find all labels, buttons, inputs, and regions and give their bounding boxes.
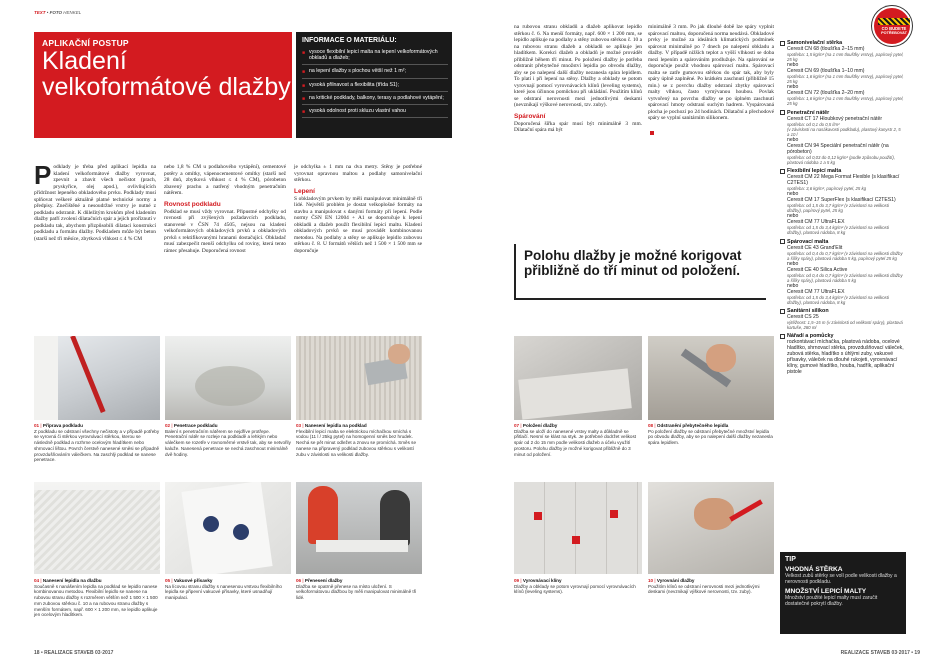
sidebar-line: spotřeba: od 1,5 do 3,4 kg/m² (v závislosti na velikosti dlažby), plastová nádoba, 8 kg [787,294,889,305]
step-number: 05 [165,578,171,583]
body-paragraph: nebo 1,8 % CM u podlahového vytápění), cementové potěry a omítky, vápenocementové omítky (starší než 28 dnů, zbytková vlhkost ≤ 4 % CM), pórobeton zbavený prachu a natřený vhodným penetračním nátěrem. [164,164,286,196]
body-paragraph: Doporučená šířka spár musí být minimálně 3 mm. Dilatační spára má být [514,120,642,133]
photo-step-01 [34,336,160,420]
sidebar-group-title: Sanitární silikon [787,308,829,315]
info-item [302,108,448,118]
step-caption [514,578,642,595]
step-separator: | [301,423,305,428]
sidebar-line: spotřeba: 3,6 kg/m², papírový pytel, 25 kg [787,186,867,192]
step-title: Vakuové přísavky [173,578,213,583]
tile-panel [181,482,272,574]
tip-box [780,552,906,634]
hand [388,344,410,364]
step-number: 09 [514,578,520,583]
company-label: HENKEL [63,10,82,15]
photo-step-05 [165,482,291,574]
body-paragraph: minimálně 3 mm. Po jak dlouhé době lze spáry vyplnit spárovací maltou, doporučená norma neudává. Obkladové prvky je možné za ideálních klimatických podmínek spárovat minimálně po 7 dnech po nalepení obkladu a dlažby. V případě nižších teplot a vyšší vlhkosti se doba mezi lepením a spárováním prodlužuje. Na spárování se doporučuje použít vhodnou spárovací maltu. Spárovací malta se zatře gumovou stěrkou do spár tak, aby byly spáry úplně zaplněné. Po krátkém zaschnutí (přibližně 15 min.) se z povrchu dlažby odstraní zbytky spárovací malty vlhkou, často vymývanou houbou. Povlak vytvořený na povrchu dlažby se po úplném zaschnutí spárovací hmoty odstraní suchým hadrem. Vyspárovaná plocha je pochozí po 24 hodinách. Dilatační a přechodové spáry se vyplní sanitárním silikonem. [648,24,774,121]
info-item-text: vysoce flexibilní lepicí malta na lepení velkoformátových obkladů a dlažeb; [309,49,438,62]
sidebar-line: spotřeba: od 0,4 do 0,7 kg/m² (v závislosti na velikosti dlažby a šířky spáry), plastová nádoba 5 kg [787,272,903,283]
step-text: Současně s nanášením lepidla na podklad se lepidlo nanese kombinovanou metodou. Flexibilní lepidlo se nanese na rubovou stranu dlažby s rozměrem větším než 1 500 × 1 500 mm zubovou stěrkou č. 10 a na rubovou stranu dlažby s menším formátem, např. 600 × 1 200 mm, se lepidlo aplikuje jen ocelovým hladítkem. [34,583,158,618]
badge-line1: CO BUDETE [881,26,907,31]
dropcap: P [34,160,52,190]
sidebar-group-title: Spárovací malta [787,238,829,245]
worker [380,490,410,546]
step-number: 02 [165,423,171,428]
body-col-2 [164,164,286,320]
step-caption [514,423,642,457]
step-text: Po položení dlažby se odstraní přebytečné množství lepidla po obvodu dlažby, aby se po nalepení další dlažby nezanesla spára lepidlem. [648,428,773,446]
page-footer-right: REALIZACE STAVEB 03·2017 • 19 [840,650,920,656]
sidebar-line: Ceresit CS 25 [787,314,819,321]
subheading-sparovani: Spárování [514,112,546,120]
sidebar-line: výtěžnost: 1,5–15 m (v závislosti od velikosti spáry), plastová kartuše, 280 ml [787,320,903,331]
info-item-text: na kritické podklady, balkony, terasy a podlahové vytápění; [309,94,444,101]
step-separator: | [301,578,305,583]
end-mark [650,131,654,135]
step-separator: | [653,578,657,583]
photo-step-08 [648,336,774,420]
body-paragraph: S obkladovým prvkem by měli manipulovat minimálně tři lidé. Největší problém je dostat velkoplošné formáty na stavbu a manipulovat s danými formáty při lepení. Podle normy ČSN EN 12004 + A1 se doporučuje k lepení obkladů a dlažeb použít flexibilní lepicí maltu. Kladení obkladových prvků se musí provádět kombinovanou metodou. Na podlahy a stěny se aplikuje lepidlo zubovou stěrkou č. 8. U formátů větších než 1 500 × 1 500 mm se doporučuje [294,195,422,254]
step-caption [165,578,291,601]
sidebar-group-title: Samonivelační stěrka [787,40,843,46]
info-list [302,49,448,121]
step-separator: | [519,578,523,583]
photo-step-10 [648,482,774,574]
checkbox-icon [780,239,785,244]
sidebar-line: nebo [787,213,799,220]
step-caption [34,423,160,463]
sidebar-line: Ceresit CM 17 SuperFlex (s klasifikací C2TES1) [787,197,896,204]
sidebar-group [780,168,904,235]
sidebar-line: Ceresit CT 17 Hloubkový penetrační nátěr [787,115,883,122]
body-col-1 [34,160,156,320]
step-caption [296,423,422,457]
body-col-r2 [648,24,774,260]
info-box [296,32,452,138]
hand [706,344,736,372]
sidebar-group [780,110,904,165]
sidebar-group-title: Flexibilní lepicí malta [787,168,842,175]
step-title: Nanesení lepidla na podklad [304,423,367,428]
step-caption [648,423,774,446]
sidebar-group-title: Penetrační nátěr [787,109,830,116]
wall-corner [34,336,58,420]
info-item [302,68,448,78]
step-caption [296,578,422,601]
badge-line2: POTŘEBOVAT [881,31,907,35]
sidebar-line: spotřeba: od 0,4 do 0,7 kg/m² (v závislosti na velikosti dlažby a šířky spáry), plastová nádoba 5 kg, papírový pytel 25 kg [787,250,903,261]
foto-label: FOTO [49,10,63,15]
step-separator: | [39,578,43,583]
subheading-rovnost: Rovnost podkladu [164,200,221,208]
body-paragraph: je odchylka ± 1 mm na dva metry. Stěny je potřebné vyrovnat opravnou maltou a podlahy samonivelační stěrkou. [294,164,422,183]
step-separator: | [170,578,174,583]
step-text: Balení s penetračním nátěrem se nejdříve protřepe. Penetrační nátěr se rozleje na podkladě a lehkým nebo válečkem se rozetře v rovnoměrné vrstvě tak, aby se netvořily kaluže. Nanesená penetrace se nechá zaschnout minimálně dvě hodiny. [165,428,291,457]
step-caption [648,578,774,595]
step-separator: | [519,423,523,428]
sidebar-line: spotřeba: 1,6 kg/m² (na 1 mm tloušťky vrstvy), papírový pytel, 25 kg [787,74,904,85]
tile-carried [316,540,408,552]
hand [694,498,734,530]
checkbox-icon [780,41,785,46]
right-page [470,0,940,664]
wedge-clip [610,510,618,518]
tip2-text: Množství použité lepicí malty musí zaručit dostatečné pokrytí dlažby. [785,595,878,607]
roller-handle [70,336,105,413]
sidebar-line: Ceresit CE 40 Silica Active [787,266,848,273]
sidebar-line: rozkontávací míchačka, plastová nádoba, ocelové hladítko, shrnovací stěrka, provzdušňovací váleček, zubová stěrka, hladítko s úhlými zuby, vakuové přísavky, váleček na dlouhé rukojeti, vyrovnávací klíny, gumové hladítko, houba, hadřík, aplikační pistole [787,339,904,376]
tile-surface [34,490,160,570]
checkbox-icon [780,110,785,115]
pliers [729,499,763,521]
sidebar-line: spotřeba: od 1,5 do 3,4 kg/m² (v závislosti na velikosti dlažby), plastová nádoba, 8 kg [787,225,889,236]
sidebar-line: Ceresit CM 77 UltraFLEX [787,219,845,226]
photo-step-02 [165,336,291,420]
tip1-text: Velkost zubů stěrky se volí podle velikosti dlažby a nerovnosti podkladu. [785,573,897,585]
sidebar-group [780,40,904,107]
step-number: 07 [514,423,520,428]
pull-quote [514,244,766,300]
sidebar-line: spotřeba: od 1,5 do 3,7 kg/m² (v závislosti na velikosti dlažby), papírový pytel, 25 kg [787,203,889,214]
header-credit: TEXT • FOTO HENKEL [34,10,82,15]
info-item [302,82,448,92]
step-text: Dlažba se uloží do nanesené vrstvy malty a důkladně se přitlačí. Nesmí se klást na styk. Je potřebné dodržet velikost spár od 2 do 15 mm podle velikosti dlažeb a účelu využití prostoru. Polohu dlažby je možné korigovat přibližně do 3 minut od položení. [514,428,637,457]
body-paragraph: na rubovou stranu obkladů a dlažeb aplikovat lepidlo stěrkou č. 6. Na menší formáty, např. 600 × 1 200 mm, se lepidlo aplikuje na podlahy a stěny zubovou stěrkou č. 10 a na rubovou stranu dlažeb a obkladů se aplikuje jen hladítkem. Korekci dlažeb a obkladů je možné provádět přibližně během tří minut. Po položení dlažby je potřeba odstranit přebytečné množství lepidla po obvodu dlažby, aby se po nalepení další dlažby nezanesla spára lepidlem. To platí i při lepení na stěny. Dlažby a obklady se potom vyrovnají pomocí vyrovnávacích klínů (leveling systems), které jsou účinnou pomůckou při ukládání. Použitím klínů se odstraní nerovnosti mezi jednotlivými deskami (nevznikají výškové nerovnosti, tzv. zuby). [514,24,642,108]
sidebar-line: nebo [787,282,799,289]
quote-text: Polohu dlažby je možné korigovat přibližně do tří minut od položení. [524,248,742,278]
text-label: TEXT [34,10,46,15]
materials-sidebar [780,24,906,538]
photo-step-03 [296,336,422,420]
suction-cup-icon [233,524,249,540]
step-number: 08 [648,423,654,428]
step-separator: | [39,423,43,428]
sidebar-line: Ceresit CN 72 (tloušťka 2–20 mm) [787,90,865,97]
step-number: 04 [34,578,40,583]
sidebar-group-title: Nářadí a pomůcky [787,333,834,340]
body-col-r1 [514,24,642,260]
sidebar-line: nebo [787,136,799,143]
sidebar-list [780,40,904,378]
sidebar-line: Ceresit CM 22 Mega Format Flexible (s klasifikací C2TES1) [787,174,900,187]
body-col-3 [294,164,422,320]
sidebar-line: nebo [787,191,799,198]
step-separator: | [653,423,657,428]
checkbox-icon [780,334,785,339]
bullet-icon: ■ [302,95,306,102]
bullet-icon: ■ [302,82,306,89]
page-title-line1: Kladení [42,47,127,75]
info-title: INFORMACE O MATERIÁLU: [302,37,397,44]
checkbox-icon [780,309,785,314]
subheading-lepeni: Lepení [294,187,315,195]
bullet-icon: ■ [302,50,306,56]
sidebar-line: nebo [787,84,799,91]
step-title: Vyrovnávací klíny [522,578,562,583]
tip2-head: MNOŽSTVÍ LEPICÍ MALTY [785,588,867,595]
page-title-line2: velkoformátové dlažby [42,73,291,101]
worker [308,486,338,544]
sidebar-line: spotřeba: od 0,1 do 0,5 l/m² [787,121,840,127]
step-title: Vyrovnání dlažby [656,578,695,583]
step-text: Dlažby a obklady se potom vyrovnají pomocí vyrovnávacích klínů (leveling systems). [514,583,636,595]
step-title: Odstranění přebytečného lepidla [656,423,729,428]
suction-cup-icon [203,516,219,532]
sidebar-line: nebo [787,260,799,267]
tile-edge [518,368,632,419]
step-title: Penetrace podkladu [173,423,218,428]
step-caption [34,578,160,618]
photo-step-04 [34,482,160,574]
page-footer-left: 18 • REALIZACE STAVEB 03·2017 [34,650,114,656]
step-text: Flexibilní lepicí malta se elektrickou míchačkou smíchá s vodou (11 l / 25kg pytel) na homogenní směs bez hrudek. Nechá se pět minut odležet a znovu se promíchá. Směs se nanese na připravený podklad zubovou stěrkou s velikostí zubu v závislosti na velikosti dlažby. [296,428,417,457]
photo-step-06 [296,482,422,574]
sidebar-line: spotřeba: 1,6 kg/m² (na 1 mm tloušťky vrstvy), papírový pytel, 25 kg [787,96,904,107]
section-tag: APLIKAČNÍ POSTUP [42,38,129,48]
step-title: Přenesení dlažby [304,578,343,583]
step-text: Dlažba se opatrně přenese na místo uložení. S velkoformátovou dlažbou by měli manipulovat minimálně tři lidé. [296,583,417,601]
sidebar-line: spotřeba: od 0,03 do 0,12 kg/m² (podle způsobu použití), plastová nádoba 1 a 5 kg [787,154,895,165]
sidebar-line: Ceresit CN 94 Speciální penetrační nátěr (na pórobeton) [787,142,889,155]
sidebar-group [780,308,904,330]
step-caption [165,423,291,457]
tip-label: TIP [785,556,796,563]
sidebar-line: nebo [787,62,799,69]
badge-stripe [878,18,910,25]
body-paragraph: Podklad se musí vždy vyrovnat. Připustné odchylky od rovnosti při zvýšených požadavcích podkladu, stanovené v ČSN 74 4505, nejsou na kladení velkoformátových obkladových prvků a obkladových prvků s rektifikovanými hranami dostačující. Obkladač musí zabezpečit menší odchylku od roviny, která tento rámec přesahuje. Doporučená rovnost [164,208,286,254]
info-item-text: vysoká odolnost proti skluzu vlastní vahou [309,108,406,115]
photo-step-09 [514,482,642,574]
step-title: Příprava podkladu [42,423,83,428]
info-item-text: vysoká přilnavost a flexibilita (třída S1); [309,81,399,88]
wedge-clip [534,512,542,520]
bullet-icon: ■ [302,69,306,76]
info-item-text: na lepení dlažby s plochou větší než 1 m²; [309,68,406,75]
step-text: Na lícovou stranu dlažby s nanesenou vrstvou flexibilního lepidla se připevní vakuové přísavky, které usnadňují manipulaci. [165,583,282,601]
info-item [302,95,448,105]
sidebar-line: Ceresit CN 69 (tloušťka 1–10 mm) [787,68,865,75]
step-number: 03 [296,423,302,428]
step-title: Nanesení lepidla na dlažbu [42,578,102,583]
sidebar-line: (v závislosti na nasákavosti podkladu), plastový kanystr 2, 5 a 10 l [787,126,901,137]
step-number: 01 [34,423,40,428]
sidebar-group [780,239,904,306]
step-text: Z podkladu se odstraní všechny nečistoty a v případě potřeby se vyrovná či stěrkou vyrovnávací stěrkou, kterou se následně podklad a rozhrne ocelovým hladítkem nebo shrnovací lištou. Povrch čerstvě nanesené směsi se případně provzdušňováním válečkem. Na zaschlý podklad se nanese penetrace. [34,428,160,463]
step-number: 06 [296,578,302,583]
step-text: Použitím klínů se odstraní nerovnosti mezi jednotlivými deskami (nevznikají výškové nerovnosti, tzv. zuby). [648,583,760,595]
sidebar-group [780,333,904,375]
bullet-icon: ■ [302,109,306,116]
body-paragraph: odklady je třeba před aplikací lepidla na kladení velkoformátové dlažby vyrovnat, zpevnit a zbavit všech nečistot (prach, pryskyřice, olej apod.), ovlivňujících přídržnost lepeného obkladového prvku. Podklady musí splňovat veškeré aktuálně platné technické normy a předpisy. Znečištěné a nesoudržné vrstvy je nutné z podkladu odstranit. K důležitým krokům před kladením dlažby patří zvolení dilatačních spár a jejich proříznutí v podkladu tak, abychom přizpůsobili dilataci konstrukcí podkladu a formátu dlažby. Podkladem může být beton (starší než tři měsíce, zbytková vlhkost ≤ 4 % CM [34,164,156,242]
wedge-clip [572,536,580,544]
step-number: 10 [648,578,654,583]
sidebar-line: spotřeba: 1,5 kg/m² (na 1 mm tloušťky vrstvy), papírový pytel, 25 kg [787,52,904,63]
step-separator: | [170,423,174,428]
primer-stain [195,366,265,406]
sidebar-line: Ceresit CE 43 Grand'Elit [787,244,843,251]
info-item [302,49,448,65]
title-box [34,32,292,138]
sidebar-line: Ceresit CM 77 UltraFLEX [787,288,845,295]
tip1-head: VHODNÁ STĚRKA [785,566,843,573]
step-title: Položení dlažby [522,423,558,428]
photo-step-07 [514,336,642,420]
sidebar-line: Ceresit CN 68 (tloušťka 2–15 mm) [787,46,865,52]
checkbox-icon [780,169,785,174]
